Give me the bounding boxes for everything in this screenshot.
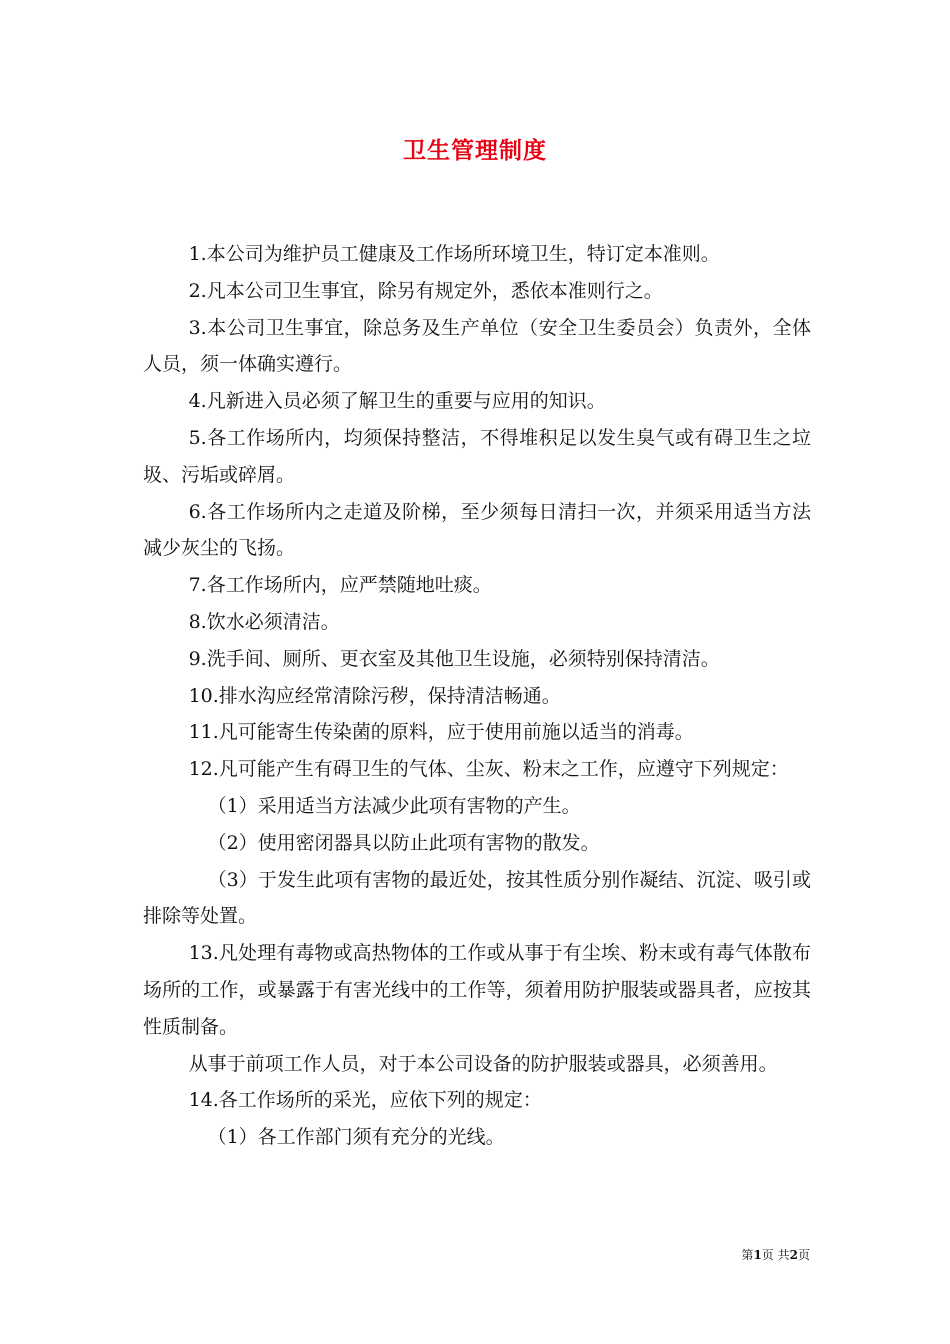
paragraph-2: 2.凡本公司卫生事宜，除另有规定外，悉依本准则行之。 [188, 279, 663, 302]
paragraph-14-item-1: （1）各工作部门须有充分的光线。 [207, 1126, 505, 1149]
paragraph-6: 6.各工作场所内之走道及阶梯，至少须每日清扫一次，并须采用适当方法减少灰尘的飞扬。 [143, 500, 811, 560]
paragraph-1: 1.本公司为维护员工健康及工作场所环境卫生，特订定本准则。 [188, 243, 720, 265]
page-number: 1 [753, 1248, 762, 1262]
paragraph-13: 13.凡处理有毒物或高热物体的工作或从事于有尘埃、粉末或有毒气体散布场所的工作，或暴露于有害光线中的工作等，须着用防护服装或器具者，应按其性质制备。 [143, 942, 811, 1038]
paragraph-7: 7.各工作场所内，应严禁随地吐痰。 [188, 574, 492, 597]
page-middle: 页 共 [761, 1248, 790, 1262]
document-title: 卫生管理制度 [403, 138, 547, 164]
paragraph-11: 11.凡可能寄生传染菌的原料，应于使用前施以适当的消毒。 [188, 721, 694, 744]
page-total: 2 [789, 1248, 798, 1262]
paragraph-12-item-1: （1）采用适当方法减少此项有害物的产生。 [207, 794, 581, 817]
paragraph-10: 10.排水沟应经常清除污秽，保持清洁畅通。 [188, 684, 561, 707]
paragraph-12-item-3: （3）于发生此项有害物的最近处，按其性质分别作凝结、沉淀、吸引或排除等处置。 [143, 868, 811, 928]
page-suffix: 页 [797, 1248, 810, 1262]
page-prefix: 第 [741, 1248, 754, 1262]
paragraph-13-continued: 从事于前项工作人员，对于本公司设备的防护服装或器具，必须善用。 [188, 1052, 778, 1075]
paragraph-5: 5.各工作场所内，均须保持整洁，不得堆积足以发生臭气或有碍卫生之垃圾、污垢或碎屑。 [143, 426, 811, 486]
paragraph-9: 9.洗手间、厕所、更衣室及其他卫生设施，必须特别保持清洁。 [188, 647, 720, 670]
page-footer [700, 1246, 810, 1263]
paragraph-3: 3.本公司卫生事宜，除总务及生产单位（安全卫生委员会）负责外，全体人员，须一体确实遵行。 [143, 316, 811, 376]
paragraph-12-item-2: （2）使用密闭器具以防止此项有害物的散发。 [207, 831, 600, 854]
paragraph-12: 12.凡可能产生有碍卫生的气体、尘灰、粉末之工作，应遵守下列规定： [188, 758, 789, 781]
document-body [143, 236, 811, 1156]
paragraph-8: 8.饮水必须清洁。 [188, 610, 340, 633]
paragraph-14: 14.各工作场所的采光，应依下列的规定： [188, 1089, 542, 1112]
paragraph-4: 4.凡新进入员必须了解卫生的重要与应用的知识。 [188, 390, 606, 413]
